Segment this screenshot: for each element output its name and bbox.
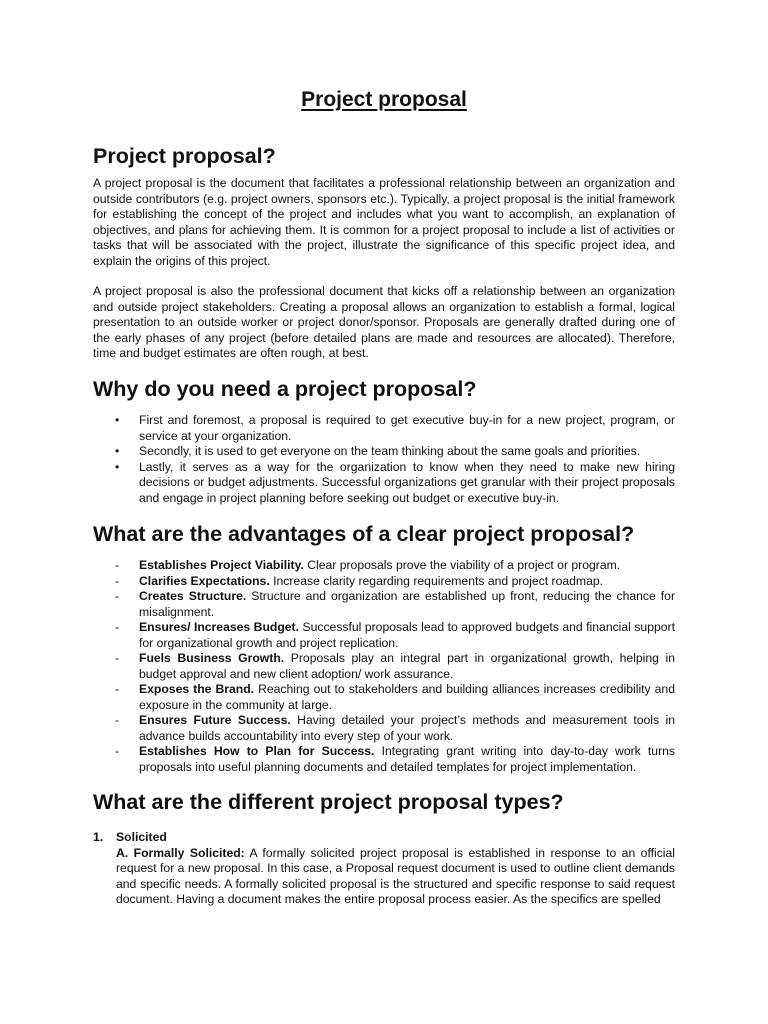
list-item <box>93 744 675 775</box>
bullet-marker: • <box>115 413 120 427</box>
item-term: Establishes How to Plan for Success. <box>139 744 375 758</box>
intro-paragraph-2: A project proposal is also the professional document that kicks off a relationship between an organization and outside project stakeholders. Creating a proposal allows an organization to establish a formal, logical presentation to an outside worker or project donor/sponsor. Proposals are generally drafted during one of the early phases of any project (before detailed plans are made and resources are allocated). Therefore, time and budget estimates are often rough, at best. <box>93 284 675 360</box>
item-term: Clarifies Expectations. <box>139 573 270 588</box>
list-item <box>93 558 675 574</box>
item-term: Fuels Business Growth. <box>139 651 285 665</box>
item-text: Proposals play an integral part in organizational growth, helping in budget approval and new client adoption/ work assurance. <box>139 651 675 681</box>
list-number: 1. <box>93 830 104 844</box>
item-term: Ensures Future Success. <box>139 713 291 727</box>
list-item <box>93 620 675 651</box>
subtype-term: A. Formally Solicited: <box>116 845 245 860</box>
item-term: Creates Structure. <box>139 589 247 603</box>
list-item <box>93 682 675 713</box>
section-heading-proposal-types: What are the different project proposal types? <box>93 790 564 814</box>
subtype-text: A formally solicited project proposal is established in response to an official request for a new proposal. In this case, a Proposal request document is used to outline client demands and specific needs. A formally solicited proposal is the structured and specific response to said request document. Having a document makes the entire proposal process easier. As the specifics are spelled <box>116 845 675 906</box>
list-item <box>93 651 675 682</box>
bullet-marker: • <box>115 459 120 474</box>
item-text: Integrating grant writing into day-to-day work turns proposals into useful planning documents and detailed templates for project implementation. <box>139 744 675 774</box>
list-item-text: Lastly, it serves as a way for the organization to know when they need to make new hiring decisions or budget adjustments. Successful organizations get granular with their project proposals and engage in project planning before seeking out budget or executive buy-in. <box>139 459 675 505</box>
list-item <box>93 460 675 507</box>
dash-marker: - <box>115 682 120 696</box>
document-title: Project proposal <box>301 88 467 111</box>
item-text: Reaching out to stakeholders and building alliances increases credibility and exposure in the community at large. <box>139 682 675 712</box>
list-item <box>93 444 675 460</box>
item-text: Successful proposals lead to approved budgets and financial support for organizational growth and project replication. <box>139 620 675 650</box>
type-description <box>93 846 675 908</box>
item-term: Ensures/ Increases Budget. <box>139 620 299 634</box>
advantages-list <box>93 558 675 775</box>
intro-paragraph-1: A project proposal is the document that facilitates a professional relationship between an organization and outside contributors (e.g. project owners, sponsors etc.). Typically, a project proposal is the initial framework for establishing the concept of the project and includes what you want to accomplish, an explanation of objectives, and plans for achieving them. It is common for a project proposal to include a list of activities or tasks that will be associated with the project, illustrate the significance of this specific project idea, and explain the origins of this project. <box>93 176 675 268</box>
list-item-text: Secondly, it is used to get everyone on the team thinking about the same goals and priorities. <box>139 444 641 458</box>
section-heading-advantages: What are the advantages of a clear project proposal? <box>93 522 635 546</box>
proposal-types-list <box>93 830 675 908</box>
item-term: Exposes the Brand. <box>139 682 255 696</box>
list-item <box>93 713 675 744</box>
item-term: Establishes Project Viability. <box>139 558 304 572</box>
type-heading-solicited: Solicited <box>116 830 167 844</box>
section-heading-project-proposal: Project proposal? <box>93 144 276 168</box>
bullet-marker: • <box>115 444 120 458</box>
dash-marker: - <box>115 713 120 727</box>
dash-marker: - <box>115 620 120 634</box>
dash-marker: - <box>115 558 120 572</box>
item-text: Increase clarity regarding requirements and project roadmap. <box>269 573 604 588</box>
list-item <box>93 574 675 590</box>
dash-marker: - <box>115 573 120 588</box>
list-item <box>93 589 675 620</box>
list-item <box>93 413 675 444</box>
item-text: Clear proposals prove the viability of a project or program. <box>303 558 621 572</box>
why-need-list <box>93 413 675 506</box>
section-heading-why-need: Why do you need a project proposal? <box>93 377 477 401</box>
dash-marker: - <box>115 744 120 758</box>
item-text: Having detailed your project’s methods and measurement tools in advance builds accountability into every step of your work. <box>139 713 675 743</box>
list-item-text: First and foremost, a proposal is required to get executive buy-in for a new project, program, or service at your organization. <box>139 413 675 443</box>
dash-marker: - <box>115 651 120 665</box>
dash-marker: - <box>115 589 120 603</box>
item-text: Structure and organization are established up front, reducing the chance for misalignment. <box>139 589 675 619</box>
